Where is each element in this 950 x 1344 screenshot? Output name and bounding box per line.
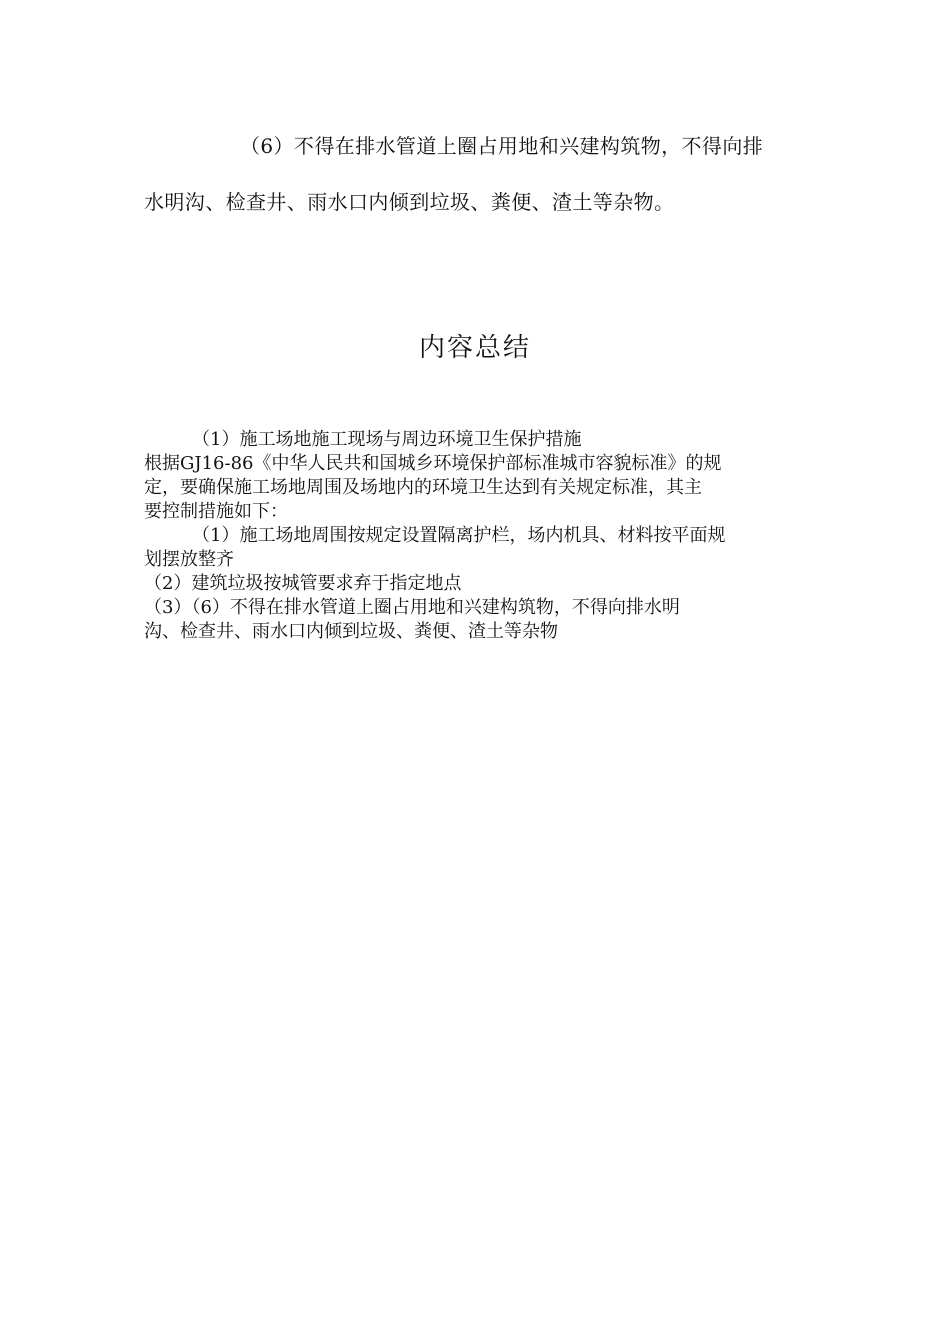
summary-line: 根据GJ16-86《中华人民共和国城乡环境保护部标准城市容貌标准》的规 (144, 453, 722, 474)
summary-line: 要控制措施如下： (144, 501, 288, 522)
summary-line: （1）施工场地周围按规定设置隔离护栏，场内机具、材料按平面规 (192, 525, 726, 546)
summary-line: （1）施工场地施工现场与周边环境卫生保护措施 (192, 429, 582, 450)
intro-line: 水明沟、检查井、雨水口内倾到垃圾、粪便、渣土等杂物。 (144, 190, 675, 214)
summary-line: （3）（6）不得在排水管道上圈占用地和兴建构筑物，不得向排水明 (144, 597, 680, 618)
summary-line: 沟、检查井、雨水口内倾到垃圾、粪便、渣土等杂物 (144, 621, 558, 642)
intro-line: （6）不得在排水管道上圈占用地和兴建构筑物，不得向排 (240, 134, 764, 158)
summary-body (144, 428, 808, 644)
summary-line: 划摆放整齐 (144, 549, 234, 570)
summary-title: 内容总结 (418, 333, 531, 363)
intro-paragraph (144, 118, 808, 230)
summary-line: （2）建筑垃圾按城管要求弃于指定地点 (144, 573, 462, 594)
summary-line: 定，要确保施工场地周围及场地内的环境卫生达到有关规定标准，其主 (144, 477, 702, 498)
